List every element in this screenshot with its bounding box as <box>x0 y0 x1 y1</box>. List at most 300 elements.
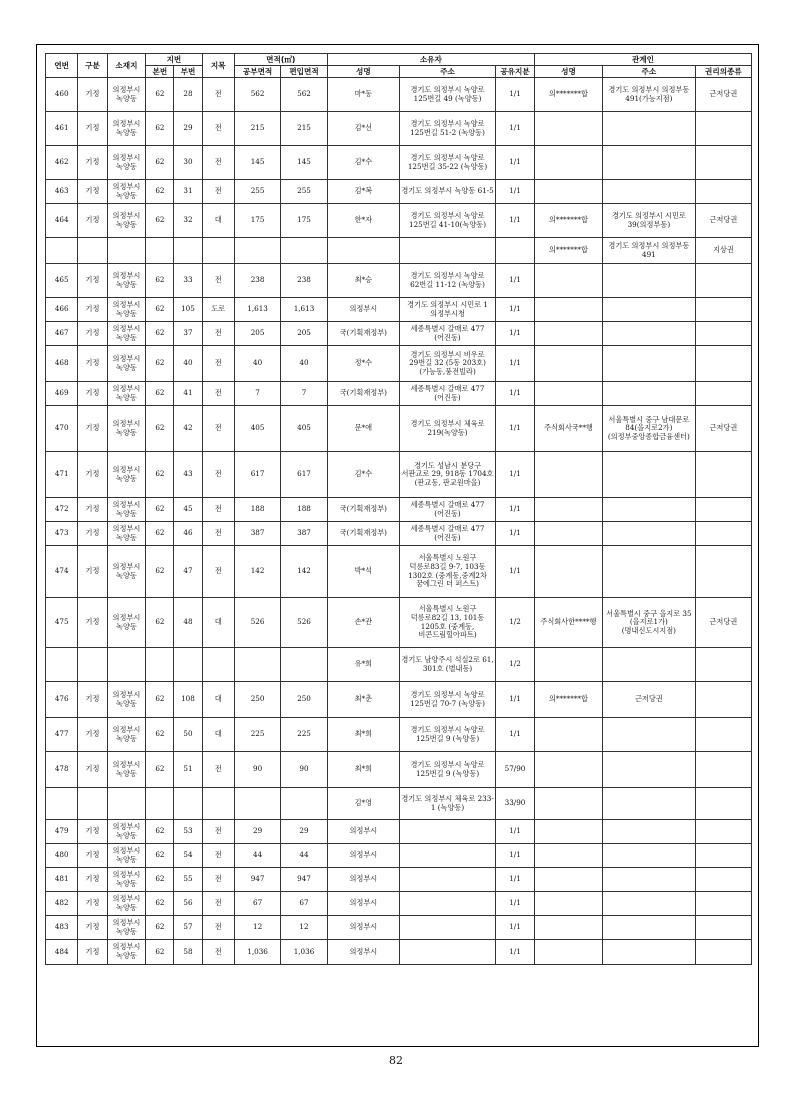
cell-right-type <box>695 298 751 322</box>
cell-type: 기정 <box>78 820 107 844</box>
cell-owner-address: 경기도 의정부시 녹양로 125번길 9 (녹양동) <box>400 718 496 752</box>
cell-seq: 481 <box>46 868 78 892</box>
cell-type <box>78 238 107 264</box>
cell-location: 의정부시 녹양동 <box>107 346 146 382</box>
cell-public-area: 405 <box>234 406 280 452</box>
cell-main-lot: 62 <box>146 322 174 346</box>
cell-incl-area: 562 <box>281 78 327 112</box>
cell-incl-area: 145 <box>281 146 327 180</box>
cell-location: 의정부시 녹양동 <box>107 940 146 965</box>
cell-owner-name: 김*복 <box>327 180 399 204</box>
cell-share: 1/1 <box>496 546 535 598</box>
table-row <box>46 204 752 238</box>
cell-right-type: 근저당권 <box>695 78 751 112</box>
cell-owner-name: 국(기획재정부) <box>327 322 399 346</box>
cell-party-name: 의*******합 <box>534 682 602 718</box>
cell-share: 1/1 <box>496 298 535 322</box>
cell-share: 1/1 <box>496 382 535 406</box>
cell-owner-address: 세종특별시 갈매로 477 (어진동) <box>400 498 496 522</box>
cell-category: 전 <box>202 452 234 498</box>
cell-category <box>202 238 234 264</box>
cell-right-type <box>695 788 751 820</box>
cell-location: 의정부시 녹양동 <box>107 844 146 868</box>
cell-location: 의정부시 녹양동 <box>107 146 146 180</box>
cell-sub-lot: 42 <box>174 406 202 452</box>
cell-sub-lot: 47 <box>174 546 202 598</box>
cell-owner-address <box>400 238 496 264</box>
cell-owner-name: 김*수 <box>327 146 399 180</box>
cell-owner-address: 경기도 남양주시 석실2로 61, 301호 (별내동) <box>400 648 496 682</box>
cell-right-type <box>695 682 751 718</box>
cell-incl-area: 405 <box>281 406 327 452</box>
cell-share: 1/1 <box>496 682 535 718</box>
cell-party-name: 주식회사국**행 <box>534 406 602 452</box>
cell-main-lot: 62 <box>146 346 174 382</box>
cell-party-name <box>534 718 602 752</box>
cell-category: 전 <box>202 406 234 452</box>
header-party-name: 성명 <box>534 66 602 78</box>
cell-type: 기정 <box>78 346 107 382</box>
table-row <box>46 752 752 788</box>
table-row <box>46 648 752 682</box>
cell-main-lot: 62 <box>146 868 174 892</box>
cell-party-name <box>534 546 602 598</box>
cell-owner-address: 세종특별시 갈매로 477 (어진동) <box>400 382 496 406</box>
cell-type: 기정 <box>78 498 107 522</box>
cell-location: 의정부시 녹양동 <box>107 406 146 452</box>
cell-category: 전 <box>202 78 234 112</box>
cell-right-type <box>695 916 751 940</box>
cell-party-address <box>602 264 695 298</box>
cell-public-area: 7 <box>234 382 280 406</box>
cell-main-lot: 62 <box>146 682 174 718</box>
cell-location: 의정부시 녹양동 <box>107 382 146 406</box>
cell-owner-name: 김*수 <box>327 452 399 498</box>
cell-type: 기정 <box>78 180 107 204</box>
cell-owner-address: 경기도 의정부시 체육로 233-1 (녹양동) <box>400 788 496 820</box>
cell-party-address: 경기도 의정부시 시민로 39(의정부동) <box>602 204 695 238</box>
cell-seq: 474 <box>46 546 78 598</box>
cell-owner-address: 경기도 의정부시 체육로 219(녹양동) <box>400 406 496 452</box>
cell-owner-name: 의정부시 <box>327 892 399 916</box>
cell-main-lot: 62 <box>146 598 174 648</box>
cell-owner-name: 정*수 <box>327 346 399 382</box>
cell-main-lot: 62 <box>146 940 174 965</box>
cell-owner-address: 경기도 성남시 분당구 서판교로 29, 918동 1704호(판교동, 판교원마을) <box>400 452 496 498</box>
cell-main-lot <box>146 648 174 682</box>
cell-incl-area <box>281 788 327 820</box>
cell-public-area: 142 <box>234 546 280 598</box>
cell-owner-address: 서울특별시 노원구 덕릉로83길 9-7, 103동 1302호 (중계동,중계2차 꿈에그린 더 퍼스트) <box>400 546 496 598</box>
cell-party-address <box>602 112 695 146</box>
cell-party-name <box>534 820 602 844</box>
table-row <box>46 844 752 868</box>
cell-seq: 462 <box>46 146 78 180</box>
cell-public-area: 387 <box>234 522 280 546</box>
header-right-type: 권리의종류 <box>695 66 751 78</box>
cell-public-area: 215 <box>234 112 280 146</box>
cell-incl-area: 175 <box>281 204 327 238</box>
cell-owner-address: 경기도 의정부시 비우로 29번길 32 (5동 203호)(가능동,풍전빌라) <box>400 346 496 382</box>
cell-type: 기정 <box>78 112 107 146</box>
cell-seq: 466 <box>46 298 78 322</box>
header-owner-address: 주소 <box>400 66 496 78</box>
cell-owner-name: 김*선 <box>327 112 399 146</box>
cell-party-name: 의*******합 <box>534 204 602 238</box>
cell-public-area: 12 <box>234 916 280 940</box>
cell-main-lot: 62 <box>146 180 174 204</box>
cell-incl-area: 142 <box>281 546 327 598</box>
cell-party-address <box>602 346 695 382</box>
cell-public-area: 250 <box>234 682 280 718</box>
cell-party-address: 경기도 의정부시 의정부동 491 <box>602 238 695 264</box>
cell-party-name <box>534 180 602 204</box>
cell-location: 의정부시 녹양동 <box>107 820 146 844</box>
cell-party-name: 주식회사한****행 <box>534 598 602 648</box>
cell-share: 1/1 <box>496 264 535 298</box>
cell-public-area: 238 <box>234 264 280 298</box>
cell-share: 1/1 <box>496 844 535 868</box>
table-row <box>46 940 752 965</box>
cell-category: 대 <box>202 204 234 238</box>
cell-party-address <box>602 752 695 788</box>
cell-seq: 467 <box>46 322 78 346</box>
cell-main-lot: 62 <box>146 112 174 146</box>
cell-sub-lot: 41 <box>174 382 202 406</box>
cell-party-name <box>534 788 602 820</box>
cell-sub-lot <box>174 788 202 820</box>
cell-owner-address <box>400 820 496 844</box>
cell-party-address <box>602 298 695 322</box>
cell-main-lot: 62 <box>146 406 174 452</box>
cell-party-address <box>602 788 695 820</box>
cell-owner-name <box>327 238 399 264</box>
cell-incl-area: 526 <box>281 598 327 648</box>
cell-location <box>107 648 146 682</box>
cell-type: 기정 <box>78 522 107 546</box>
cell-incl-area: 387 <box>281 522 327 546</box>
cell-incl-area: 238 <box>281 264 327 298</box>
cell-main-lot: 62 <box>146 916 174 940</box>
cell-party-address <box>602 146 695 180</box>
cell-owner-name: 국(기획재정부) <box>327 382 399 406</box>
cell-public-area: 205 <box>234 322 280 346</box>
cell-party-name <box>534 382 602 406</box>
cell-sub-lot: 108 <box>174 682 202 718</box>
cell-category: 대 <box>202 682 234 718</box>
cell-seq: 473 <box>46 522 78 546</box>
cell-party-address: 근저당권 <box>602 682 695 718</box>
table-row <box>46 298 752 322</box>
table-row <box>46 718 752 752</box>
cell-seq: 463 <box>46 180 78 204</box>
cell-location: 의정부시 녹양동 <box>107 78 146 112</box>
cell-party-address <box>602 452 695 498</box>
cell-party-name <box>534 868 602 892</box>
header-main-lot: 본번 <box>146 66 174 78</box>
cell-owner-name: 최*희 <box>327 752 399 788</box>
cell-owner-name: 한*자 <box>327 204 399 238</box>
cell-seq: 471 <box>46 452 78 498</box>
cell-owner-name: 의정부시 <box>327 820 399 844</box>
cell-owner-name: 유*희 <box>327 648 399 682</box>
cell-category: 전 <box>202 146 234 180</box>
cell-share: 1/1 <box>496 452 535 498</box>
cell-location: 의정부시 녹양동 <box>107 752 146 788</box>
header-seq: 연번 <box>46 54 78 78</box>
table-row <box>46 498 752 522</box>
cell-main-lot: 62 <box>146 298 174 322</box>
cell-party-name: 의*******합 <box>534 78 602 112</box>
cell-type: 기정 <box>78 264 107 298</box>
cell-public-area: 947 <box>234 868 280 892</box>
cell-category: 전 <box>202 752 234 788</box>
cell-type: 기정 <box>78 146 107 180</box>
cell-seq: 464 <box>46 204 78 238</box>
cell-location: 의정부시 녹양동 <box>107 522 146 546</box>
cell-owner-name: 최*춘 <box>327 682 399 718</box>
cell-category: 전 <box>202 498 234 522</box>
cell-party-address <box>602 546 695 598</box>
cell-incl-area <box>281 238 327 264</box>
table-row <box>46 682 752 718</box>
cell-incl-area: 947 <box>281 868 327 892</box>
cell-category: 전 <box>202 844 234 868</box>
cell-type: 기정 <box>78 546 107 598</box>
cell-party-name <box>534 892 602 916</box>
cell-party-name <box>534 916 602 940</box>
cell-location: 의정부시 녹양동 <box>107 916 146 940</box>
cell-category: 전 <box>202 322 234 346</box>
cell-category: 전 <box>202 382 234 406</box>
cell-party-name <box>534 648 602 682</box>
cell-category: 전 <box>202 522 234 546</box>
cell-type: 기정 <box>78 452 107 498</box>
cell-location: 의정부시 녹양동 <box>107 546 146 598</box>
header-public-area: 공부면적 <box>234 66 280 78</box>
cell-owner-address <box>400 940 496 965</box>
header-category: 지목 <box>202 54 234 78</box>
cell-main-lot: 62 <box>146 382 174 406</box>
cell-incl-area: 40 <box>281 346 327 382</box>
cell-sub-lot: 58 <box>174 940 202 965</box>
cell-public-area: 67 <box>234 892 280 916</box>
cell-type <box>78 788 107 820</box>
cell-owner-address: 경기도 의정부시 녹양로 62번길 11-12 (녹양동) <box>400 264 496 298</box>
cell-type: 기정 <box>78 892 107 916</box>
cell-share: 57/90 <box>496 752 535 788</box>
cell-category: 전 <box>202 916 234 940</box>
cell-type: 기정 <box>78 718 107 752</box>
cell-owner-address <box>400 868 496 892</box>
cell-sub-lot: 57 <box>174 916 202 940</box>
cell-category <box>202 648 234 682</box>
cell-location: 의정부시 녹양동 <box>107 264 146 298</box>
cell-seq: 472 <box>46 498 78 522</box>
table-row <box>46 916 752 940</box>
table-row <box>46 322 752 346</box>
cell-right-type <box>695 322 751 346</box>
cell-type: 기정 <box>78 598 107 648</box>
cell-owner-address: 경기도 의정부시 녹양동 61-5 <box>400 180 496 204</box>
cell-public-area: 175 <box>234 204 280 238</box>
cell-location: 의정부시 녹양동 <box>107 322 146 346</box>
cell-sub-lot: 105 <box>174 298 202 322</box>
cell-public-area: 29 <box>234 820 280 844</box>
header-sub-lot: 부번 <box>174 66 202 78</box>
cell-owner-name: 마*동 <box>327 78 399 112</box>
cell-incl-area: 250 <box>281 682 327 718</box>
cell-owner-address: 경기도 의정부시 녹양로 125번길 9 (녹양동) <box>400 752 496 788</box>
cell-incl-area: 255 <box>281 180 327 204</box>
cell-right-type <box>695 452 751 498</box>
header-owner-name: 성명 <box>327 66 399 78</box>
cell-party-name <box>534 146 602 180</box>
table-row <box>46 868 752 892</box>
cell-owner-address: 세종특별시 갈매로 477 (어진동) <box>400 522 496 546</box>
cell-public-area: 562 <box>234 78 280 112</box>
cell-sub-lot: 50 <box>174 718 202 752</box>
cell-sub-lot: 30 <box>174 146 202 180</box>
cell-seq: 480 <box>46 844 78 868</box>
cell-main-lot: 62 <box>146 146 174 180</box>
cell-right-type <box>695 752 751 788</box>
cell-owner-name: 의정부시 <box>327 844 399 868</box>
cell-type: 기정 <box>78 382 107 406</box>
cell-seq: 470 <box>46 406 78 452</box>
cell-incl-area: 1,036 <box>281 940 327 965</box>
cell-location: 의정부시 녹양동 <box>107 682 146 718</box>
cell-main-lot: 62 <box>146 498 174 522</box>
table-row <box>46 452 752 498</box>
cell-sub-lot: 32 <box>174 204 202 238</box>
cell-location: 의정부시 녹양동 <box>107 498 146 522</box>
cell-main-lot: 62 <box>146 844 174 868</box>
cell-right-type <box>695 844 751 868</box>
cell-incl-area: 205 <box>281 322 327 346</box>
cell-sub-lot: 56 <box>174 892 202 916</box>
cell-right-type <box>695 146 751 180</box>
cell-main-lot <box>146 788 174 820</box>
cell-main-lot: 62 <box>146 718 174 752</box>
cell-category: 전 <box>202 180 234 204</box>
cell-share <box>496 238 535 264</box>
cell-type: 기정 <box>78 204 107 238</box>
cell-seq: 484 <box>46 940 78 965</box>
cell-category: 전 <box>202 868 234 892</box>
cell-location: 의정부시 녹양동 <box>107 892 146 916</box>
cell-sub-lot: 45 <box>174 498 202 522</box>
cell-sub-lot <box>174 648 202 682</box>
cell-owner-address: 경기도 의정부시 녹양로 125번길 41-10(녹양동) <box>400 204 496 238</box>
table-row <box>46 788 752 820</box>
cell-location: 의정부시 녹양동 <box>107 598 146 648</box>
cell-public-area: 188 <box>234 498 280 522</box>
cell-incl-area: 188 <box>281 498 327 522</box>
cell-owner-name: 의정부시 <box>327 868 399 892</box>
table-row <box>46 146 752 180</box>
cell-owner-name: 최*희 <box>327 718 399 752</box>
cell-seq <box>46 238 78 264</box>
table-row <box>46 382 752 406</box>
table-row <box>46 180 752 204</box>
cell-type: 기정 <box>78 940 107 965</box>
cell-main-lot: 62 <box>146 752 174 788</box>
cell-owner-name: 국(기획재정부) <box>327 498 399 522</box>
cell-share: 1/2 <box>496 598 535 648</box>
cell-location: 의정부시 녹양동 <box>107 298 146 322</box>
cell-seq <box>46 788 78 820</box>
cell-party-name <box>534 844 602 868</box>
cell-public-area: 225 <box>234 718 280 752</box>
cell-main-lot: 62 <box>146 892 174 916</box>
header-incl-area: 편입면적 <box>281 66 327 78</box>
cell-seq: 460 <box>46 78 78 112</box>
cell-category: 대 <box>202 718 234 752</box>
cell-party-address <box>602 180 695 204</box>
cell-main-lot: 62 <box>146 546 174 598</box>
cell-incl-area: 29 <box>281 820 327 844</box>
cell-owner-name: 의정부시 <box>327 916 399 940</box>
table-row <box>46 112 752 146</box>
cell-share: 1/1 <box>496 112 535 146</box>
cell-seq: 483 <box>46 916 78 940</box>
cell-incl-area: 7 <box>281 382 327 406</box>
cell-sub-lot: 40 <box>174 346 202 382</box>
cell-main-lot: 62 <box>146 78 174 112</box>
cell-category: 전 <box>202 264 234 298</box>
cell-incl-area: 225 <box>281 718 327 752</box>
cell-share: 1/1 <box>496 406 535 452</box>
cell-share: 1/1 <box>496 522 535 546</box>
table-header <box>46 54 752 78</box>
header-type: 구분 <box>78 54 107 78</box>
cell-right-type <box>695 868 751 892</box>
cell-public-area: 145 <box>234 146 280 180</box>
cell-owner-name: 김*영 <box>327 788 399 820</box>
cell-seq: 482 <box>46 892 78 916</box>
cell-share: 1/2 <box>496 648 535 682</box>
cell-main-lot: 62 <box>146 264 174 298</box>
cell-party-address <box>602 648 695 682</box>
cell-party-name <box>534 112 602 146</box>
cell-owner-name: 의정부시 <box>327 298 399 322</box>
table-row <box>46 78 752 112</box>
cell-incl-area: 67 <box>281 892 327 916</box>
cell-share: 1/1 <box>496 868 535 892</box>
table-row <box>46 522 752 546</box>
header-area: 면적(㎡) <box>234 54 327 66</box>
cell-party-address <box>602 498 695 522</box>
cell-owner-address: 세종특별시 갈매로 477 (어진동) <box>400 322 496 346</box>
cell-party-name: 의*******합 <box>534 238 602 264</box>
cell-party-name <box>534 322 602 346</box>
cell-seq: 476 <box>46 682 78 718</box>
cell-share: 1/1 <box>496 346 535 382</box>
cell-category <box>202 788 234 820</box>
table-row <box>46 892 752 916</box>
table-body <box>46 78 752 965</box>
cell-public-area: 526 <box>234 598 280 648</box>
cell-seq: 469 <box>46 382 78 406</box>
cell-party-address: 서울특별시 중구 남대문로 84(을지로2가) (의정부중앙종합금융센터) <box>602 406 695 452</box>
cell-seq: 478 <box>46 752 78 788</box>
cell-party-address <box>602 868 695 892</box>
cell-main-lot: 62 <box>146 204 174 238</box>
cell-category: 전 <box>202 820 234 844</box>
cell-right-type <box>695 940 751 965</box>
cell-right-type: 지상권 <box>695 238 751 264</box>
